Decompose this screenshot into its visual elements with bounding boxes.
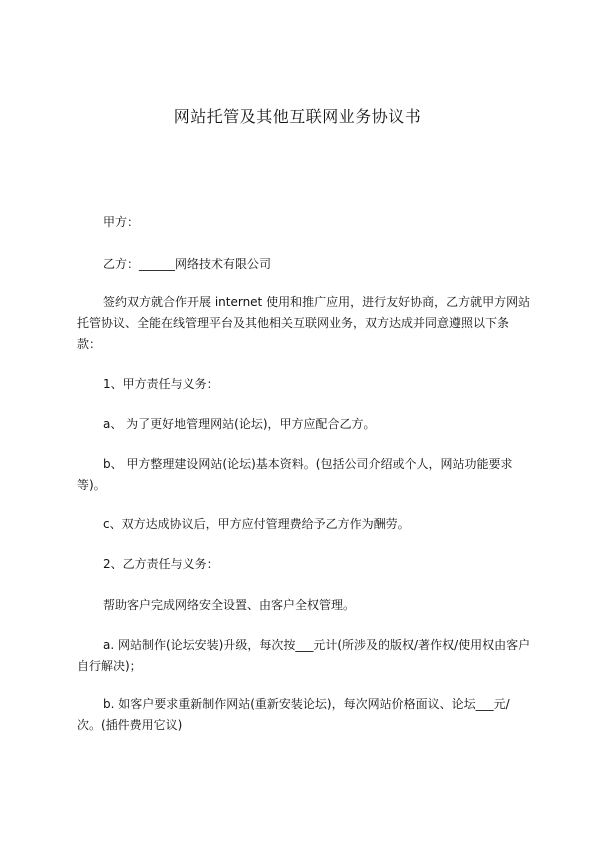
clause-a-c: c、双方达成协议后，甲方应付管理费给予乙方作为酬劳。: [103, 517, 410, 531]
party-b-line: 乙方：______网络技术有限公司: [103, 257, 272, 271]
clause-b-b: b. 如客户要求重新制作网站(重新安装论坛)，每次网站价格面议、论坛___元/次。(插件费用它议): [77, 697, 510, 732]
section-heading-party-b: 2、乙方责任与义务：: [103, 557, 219, 571]
clause-a-b: b、 甲方整理建设网站(论坛)基本资料。(包括公司介绍或个人，网站功能要求等)。: [77, 457, 513, 492]
clause-b-a: a. 网站制作(论坛安装)升级，每次按___元计(所涉及的版权/著作权/使用权由客户自行解决)；: [77, 638, 531, 673]
intro-paragraph: 签约双方就合作开展 internet 使用和推广应用，进行友好协商，乙方就甲方网站托管协议、全能在线管理平台及其他相关互联网业务，双方达成并同意遵照以下条款：: [77, 295, 531, 351]
clause-a-a: a、 为了更好地管理网站(论坛)，甲方应配合乙方。: [103, 417, 376, 431]
party-b-intro: 帮助客户完成网络安全设置、由客户全权管理。: [103, 598, 356, 612]
document-title: 网站托管及其他互联网业务协议书: [173, 107, 422, 126]
section-heading-party-a: 1、甲方责任与义务：: [103, 377, 219, 391]
party-a-line: 甲方：: [103, 215, 140, 229]
